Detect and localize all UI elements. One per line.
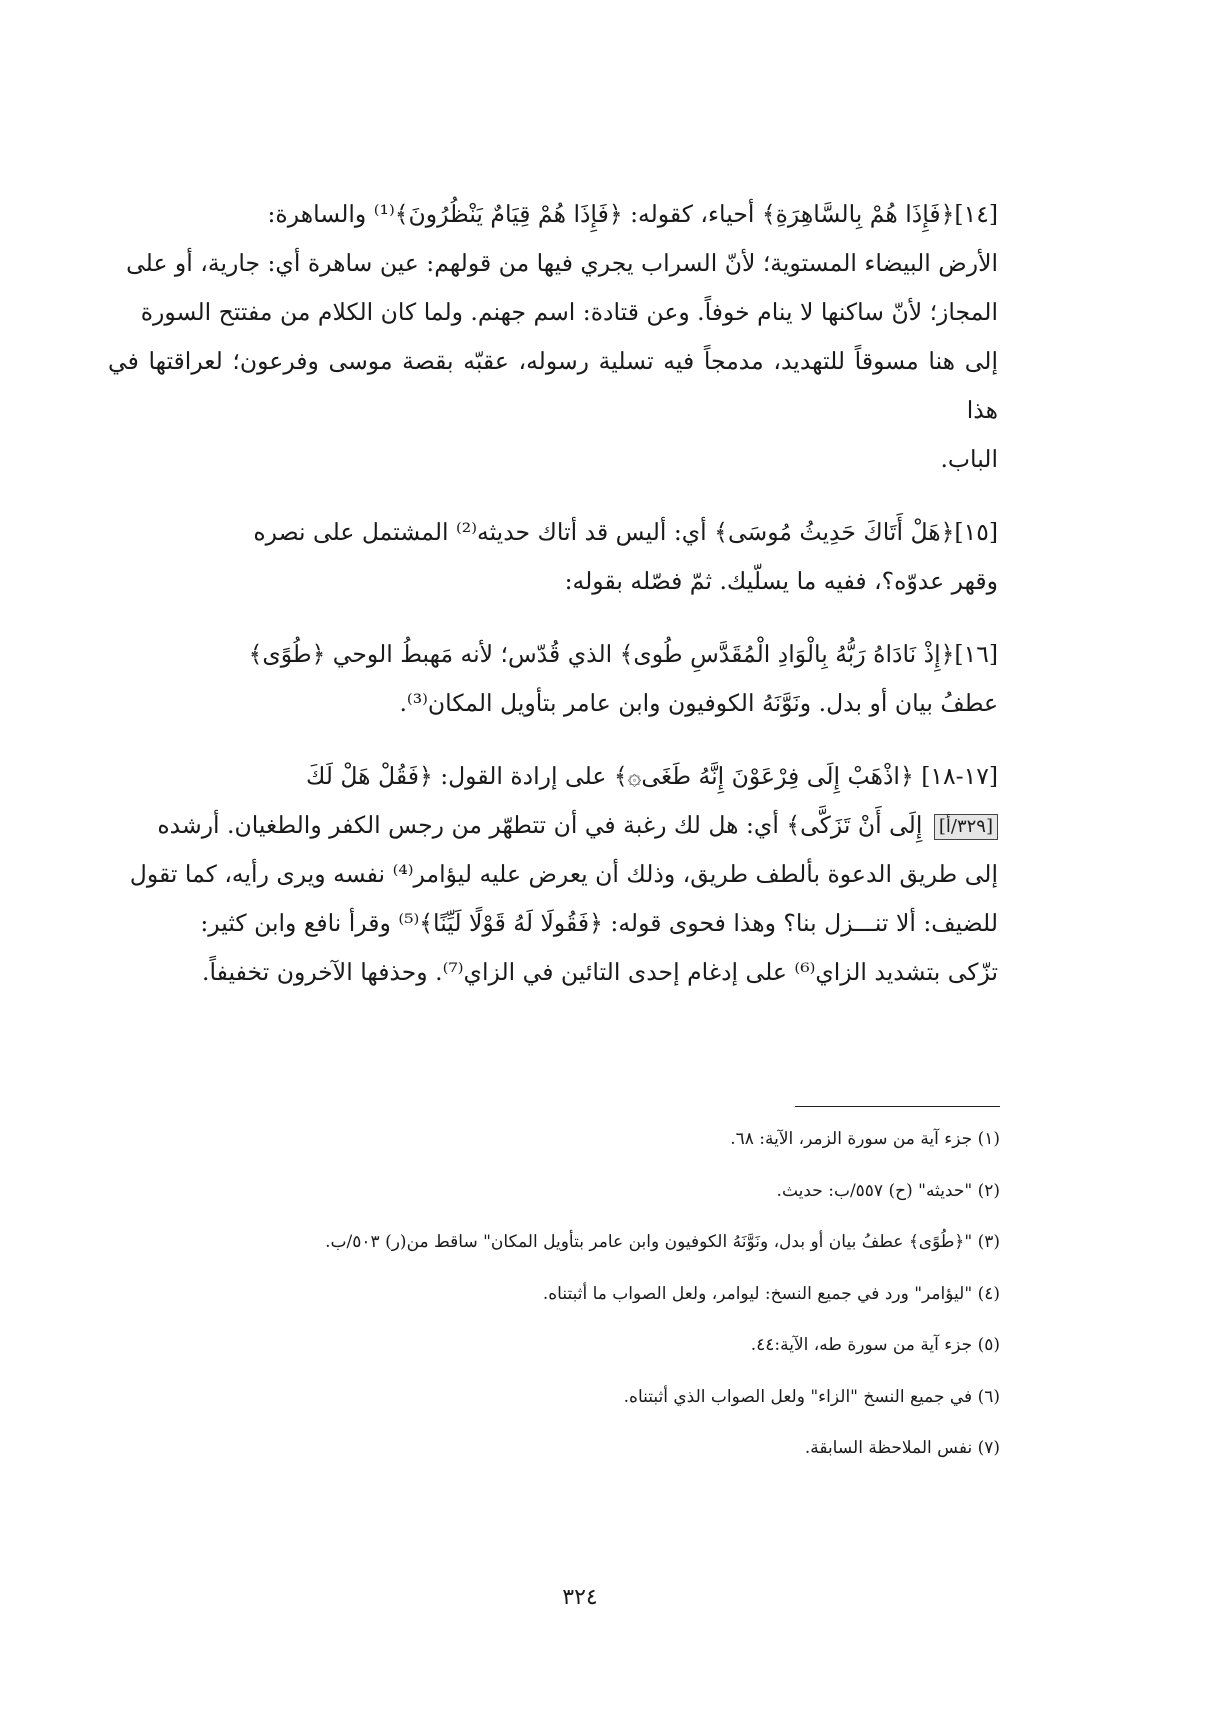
line: إِلَى أَنْ تَزَكَّى﴾ أي: هل لك رغبة في أن تتطهّر من رجس الكفر والطغيان. أرشده (157, 811, 923, 839)
footnote-2: (٢) "حديثه" (ح) ٥٥٧/ب: حديث. (776, 1180, 1000, 1201)
line: الأرض البيضاء المستوية؛ لأنّ السراب يجري فيها من قولهم: عين ساهرة أي: جارية، أو على (126, 249, 998, 277)
line: وقهر عدوّه؟، ففيه ما يسلّيك. ثمّ فصّله بقوله: (564, 567, 998, 595)
line: إلى هنا مسوقاً للتهديد، مدمجاً فيه تسلية رسوله، عقبّه بقصة موسى وفرعون؛ لعراقتها في هذا (108, 347, 998, 424)
footnote-6: (٦) في جميع النسخ "الزاء" ولعل الصواب الذي أثبتناه. (623, 1386, 1000, 1407)
line: الباب. (940, 445, 998, 473)
footnote-7: (٧) نفس الملاحظة السابقة. (804, 1438, 1000, 1458)
page-number: ٣٢٤ (562, 1585, 598, 1610)
line: تزّكى بتشديد الزاي⁽⁶⁾ على إدغام إحدى التائين في الزاي⁽⁷⁾. وحذفها الآخرون تخفيفاً. (202, 958, 998, 986)
footnote-1: (١) جزء آية من سورة الزمر، الآية: ٦٨. (730, 1129, 1000, 1149)
footnote-3: (٣) "﴿طُوًى﴾ عطفُ بيان أو بدل، ونَوَّنَهُ الكوفيون وابن عامر بتأويل المكان" ساقط من(ر) ٥٠٣/ب. (325, 1232, 1000, 1252)
line: إلى طريق الدعوة بألطف طريق، وذلك أن يعرض عليه ليؤامر⁽⁴⁾ نفسه ويرى رأيه، كما تقول (129, 860, 998, 888)
line: عطفُ بيان أو بدل. ونَوَّنَهُ الكوفيون وابن عامر بتأويل المكان⁽³⁾. (399, 689, 998, 717)
line: المجاز؛ لأنّ ساكنها لا ينام خوفاً. وعن قتادة: اسم جهنم. ولما كان الكلام من مفتتح السورة (140, 298, 998, 326)
paragraph-verse-17-18 (108, 752, 998, 997)
paragraph-verse-15 (108, 508, 998, 606)
line: [١٤]﴿فَإِذَا هُمْ بِالسَّاهِرَةِ﴾ أحياء، كقوله: ﴿فَإِذَا هُمْ قِيَامٌ يَنْظُرُونَ﴾⁽¹⁾ والساهرة: (267, 200, 998, 228)
line: [١٧-١٨] ﴿اذْهَبْ إِلَى فِرْعَوْنَ إِنَّهُ طَغَى۞﴾ على إرادة القول: ﴿فَقُلْ هَلْ لَكَ (305, 762, 998, 790)
line: للضيف: ألا تنـــزل بنا؟ وهذا فحوى قوله: ﴿فَقُولَا لَهُ قَوْلًا لَيِّنًا﴾⁽⁵⁾ وقرأ نافع وابن كثير: (200, 909, 998, 937)
paragraph-verse-16 (108, 630, 998, 728)
footnote-divider (795, 1106, 1000, 1107)
line: [١٥]﴿هَلْ أَتَاكَ حَدِيثُ مُوسَى﴾ أي: أليس قد أتاك حديثه⁽²⁾ المشتمل على نصره (253, 518, 998, 546)
footnote-4: (٤) "ليؤامر" ورد في جميع النسخ: ليوامر، ولعل الصواب ما أثبتناه. (542, 1283, 1000, 1304)
footnotes (200, 1125, 1000, 1486)
line: [١٦]﴿إِذْ نَادَاهُ رَبُّهُ بِالْوَادِ الْمُقَدَّسِ طُوى﴾ الذي قُدّس؛ لأنه مَهبطُ الوحي ﴿طُوًى﴾ (248, 640, 998, 668)
main-text (108, 190, 998, 1021)
manuscript-folio-marker: [٣٢٩/أ] (934, 814, 998, 840)
paragraph-verse-14 (108, 190, 998, 484)
footnote-5: (٥) جزء آية من سورة طه، الآية:٤٤. (750, 1335, 1000, 1355)
